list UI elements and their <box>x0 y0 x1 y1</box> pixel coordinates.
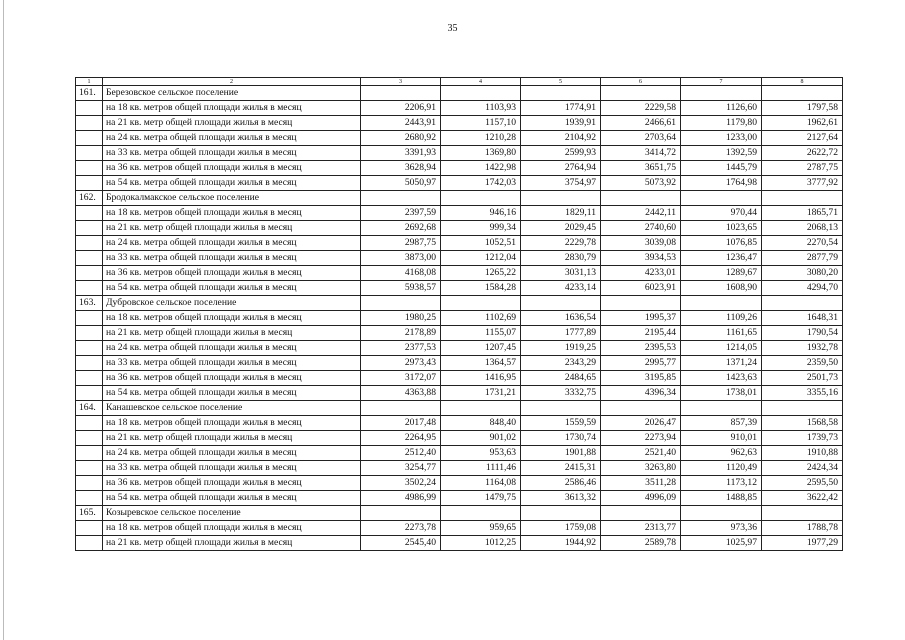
value-cell: 946,16 <box>441 206 521 221</box>
empty-cell <box>521 86 601 101</box>
row-label: на 24 кв. метра общей площади жилья в месяц <box>103 131 361 146</box>
value-cell: 959,65 <box>441 521 521 536</box>
value-cell: 1076,85 <box>681 236 762 251</box>
column-number-cell: 2 <box>103 78 361 86</box>
row-label: на 54 кв. метра общей площади жилья в месяц <box>103 281 361 296</box>
index-cell <box>76 476 103 491</box>
row-label: на 21 кв. метр общей площади жилья в месяц <box>103 431 361 446</box>
value-cell: 2229,58 <box>601 101 681 116</box>
section-name: Козыревское сельское поселение <box>103 506 361 521</box>
value-cell: 1910,88 <box>762 446 843 461</box>
value-cell: 1568,58 <box>762 416 843 431</box>
table-row <box>76 161 843 176</box>
value-cell: 2415,31 <box>521 461 601 476</box>
value-cell: 2442,11 <box>601 206 681 221</box>
value-cell: 857,39 <box>681 416 762 431</box>
value-cell: 3080,20 <box>762 266 843 281</box>
index-cell <box>76 131 103 146</box>
value-cell: 2313,77 <box>601 521 681 536</box>
value-cell: 3511,28 <box>601 476 681 491</box>
table-row <box>76 266 843 281</box>
column-number-row <box>76 78 843 86</box>
value-cell: 1739,73 <box>762 431 843 446</box>
row-label: на 24 кв. метра общей площади жилья в месяц <box>103 341 361 356</box>
value-cell: 1371,24 <box>681 356 762 371</box>
column-number-cell: 8 <box>762 78 843 86</box>
column-number-cell: 6 <box>601 78 681 86</box>
value-cell: 1265,22 <box>441 266 521 281</box>
table-row <box>76 416 843 431</box>
row-label: на 18 кв. метров общей площади жилья в месяц <box>103 416 361 431</box>
index-cell <box>76 461 103 476</box>
row-label: на 18 кв. метров общей площади жилья в месяц <box>103 521 361 536</box>
empty-cell <box>601 296 681 311</box>
value-cell: 3414,72 <box>601 146 681 161</box>
value-cell: 4233,14 <box>521 281 601 296</box>
value-cell: 5073,92 <box>601 176 681 191</box>
row-label: на 33 кв. метра общей площади жилья в месяц <box>103 461 361 476</box>
column-number-cell: 4 <box>441 78 521 86</box>
section-index: 161. <box>76 86 103 101</box>
empty-cell <box>762 401 843 416</box>
table-row <box>76 146 843 161</box>
value-cell: 2764,94 <box>521 161 601 176</box>
value-cell: 3622,42 <box>762 491 843 506</box>
value-cell: 2521,40 <box>601 446 681 461</box>
value-cell: 1790,54 <box>762 326 843 341</box>
value-cell: 970,44 <box>681 206 762 221</box>
value-cell: 910,01 <box>681 431 762 446</box>
table-row <box>76 116 843 131</box>
table-row <box>76 536 843 551</box>
value-cell: 1289,67 <box>681 266 762 281</box>
row-label: на 21 кв. метр общей площади жилья в месяц <box>103 326 361 341</box>
index-cell <box>76 521 103 536</box>
row-label: на 33 кв. метра общей площади жилья в месяц <box>103 146 361 161</box>
value-cell: 953,63 <box>441 446 521 461</box>
value-cell: 848,40 <box>441 416 521 431</box>
table-row <box>76 476 843 491</box>
value-cell: 1901,88 <box>521 446 601 461</box>
empty-cell <box>762 191 843 206</box>
index-cell <box>76 251 103 266</box>
value-cell: 2466,61 <box>601 116 681 131</box>
value-cell: 2264,95 <box>361 431 441 446</box>
index-cell <box>76 356 103 371</box>
index-cell <box>76 371 103 386</box>
index-cell <box>76 221 103 236</box>
value-cell: 1479,75 <box>441 491 521 506</box>
table-row <box>76 446 843 461</box>
value-cell: 2195,44 <box>601 326 681 341</box>
row-label: на 36 кв. метров общей площади жилья в месяц <box>103 476 361 491</box>
value-cell: 2026,47 <box>601 416 681 431</box>
value-cell: 3332,75 <box>521 386 601 401</box>
index-cell <box>76 431 103 446</box>
value-cell: 2270,54 <box>762 236 843 251</box>
row-label: на 36 кв. метров общей площади жилья в месяц <box>103 266 361 281</box>
value-cell: 1944,92 <box>521 536 601 551</box>
empty-cell <box>521 296 601 311</box>
value-cell: 4986,99 <box>361 491 441 506</box>
value-cell: 1730,74 <box>521 431 601 446</box>
value-cell: 1788,78 <box>762 521 843 536</box>
table-row <box>76 251 843 266</box>
value-cell: 1865,71 <box>762 206 843 221</box>
row-label: на 36 кв. метров общей площади жилья в месяц <box>103 371 361 386</box>
value-cell: 1157,10 <box>441 116 521 131</box>
value-cell: 962,63 <box>681 446 762 461</box>
value-cell: 3195,85 <box>601 371 681 386</box>
value-cell: 1236,47 <box>681 251 762 266</box>
value-cell: 2273,78 <box>361 521 441 536</box>
index-cell <box>76 311 103 326</box>
value-cell: 1212,04 <box>441 251 521 266</box>
value-cell: 1932,78 <box>762 341 843 356</box>
value-cell: 1210,28 <box>441 131 521 146</box>
value-cell: 2877,79 <box>762 251 843 266</box>
empty-cell <box>521 506 601 521</box>
value-cell: 1777,89 <box>521 326 601 341</box>
empty-cell <box>441 191 521 206</box>
index-cell <box>76 446 103 461</box>
value-cell: 4363,88 <box>361 386 441 401</box>
table-row <box>76 176 843 191</box>
value-cell: 2599,93 <box>521 146 601 161</box>
value-cell: 3613,32 <box>521 491 601 506</box>
value-cell: 1173,12 <box>681 476 762 491</box>
empty-cell <box>361 86 441 101</box>
value-cell: 3873,00 <box>361 251 441 266</box>
value-cell: 2787,75 <box>762 161 843 176</box>
value-cell: 3754,97 <box>521 176 601 191</box>
index-cell <box>76 536 103 551</box>
value-cell: 1126,60 <box>681 101 762 116</box>
section-name: Березовское сельское поселение <box>103 86 361 101</box>
empty-cell <box>361 401 441 416</box>
tariff-table <box>75 77 843 551</box>
index-cell <box>76 386 103 401</box>
value-cell: 1742,03 <box>441 176 521 191</box>
table-row <box>76 431 843 446</box>
value-cell: 1608,90 <box>681 281 762 296</box>
column-number-cell: 3 <box>361 78 441 86</box>
empty-cell <box>601 86 681 101</box>
value-cell: 1764,98 <box>681 176 762 191</box>
value-cell: 2273,94 <box>601 431 681 446</box>
empty-cell <box>762 296 843 311</box>
value-cell: 1103,93 <box>441 101 521 116</box>
value-cell: 1179,80 <box>681 116 762 131</box>
value-cell: 2206,91 <box>361 101 441 116</box>
value-cell: 1422,98 <box>441 161 521 176</box>
value-cell: 2424,34 <box>762 461 843 476</box>
value-cell: 1584,28 <box>441 281 521 296</box>
index-cell <box>76 161 103 176</box>
value-cell: 2589,78 <box>601 536 681 551</box>
value-cell: 1962,61 <box>762 116 843 131</box>
value-cell: 1919,25 <box>521 341 601 356</box>
row-label: на 18 кв. метров общей площади жилья в месяц <box>103 101 361 116</box>
value-cell: 2443,91 <box>361 116 441 131</box>
value-cell: 2586,46 <box>521 476 601 491</box>
value-cell: 1648,31 <box>762 311 843 326</box>
value-cell: 2973,43 <box>361 356 441 371</box>
table-row <box>76 326 843 341</box>
value-cell: 1731,21 <box>441 386 521 401</box>
value-cell: 3172,07 <box>361 371 441 386</box>
value-cell: 4996,09 <box>601 491 681 506</box>
table-row <box>76 236 843 251</box>
value-cell: 2501,73 <box>762 371 843 386</box>
value-cell: 1052,51 <box>441 236 521 251</box>
table-row <box>76 281 843 296</box>
value-cell: 1102,69 <box>441 311 521 326</box>
value-cell: 1995,37 <box>601 311 681 326</box>
section-index: 162. <box>76 191 103 206</box>
index-cell <box>76 341 103 356</box>
value-cell: 3628,94 <box>361 161 441 176</box>
value-cell: 3355,16 <box>762 386 843 401</box>
value-cell: 3254,77 <box>361 461 441 476</box>
value-cell: 4168,08 <box>361 266 441 281</box>
value-cell: 2127,64 <box>762 131 843 146</box>
value-cell: 1207,45 <box>441 341 521 356</box>
row-label: на 54 кв. метра общей площади жилья в месяц <box>103 386 361 401</box>
empty-cell <box>361 296 441 311</box>
table-row <box>76 371 843 386</box>
index-cell <box>76 326 103 341</box>
value-cell: 6023,91 <box>601 281 681 296</box>
value-cell: 4396,34 <box>601 386 681 401</box>
value-cell: 999,34 <box>441 221 521 236</box>
value-cell: 2359,50 <box>762 356 843 371</box>
section-name: Канашевское сельское поселение <box>103 401 361 416</box>
value-cell: 2995,77 <box>601 356 681 371</box>
row-label: на 54 кв. метра общей площади жилья в месяц <box>103 491 361 506</box>
value-cell: 2229,78 <box>521 236 601 251</box>
empty-cell <box>762 86 843 101</box>
value-cell: 2545,40 <box>361 536 441 551</box>
value-cell: 3039,08 <box>601 236 681 251</box>
empty-cell <box>681 86 762 101</box>
value-cell: 3651,75 <box>601 161 681 176</box>
value-cell: 2703,64 <box>601 131 681 146</box>
value-cell: 1636,54 <box>521 311 601 326</box>
value-cell: 5938,57 <box>361 281 441 296</box>
value-cell: 1120,49 <box>681 461 762 476</box>
table-row <box>76 311 843 326</box>
column-number-cell: 7 <box>681 78 762 86</box>
value-cell: 2987,75 <box>361 236 441 251</box>
value-cell: 1109,26 <box>681 311 762 326</box>
section-name: Бродокалмакское сельское поселение <box>103 191 361 206</box>
index-cell <box>76 491 103 506</box>
table-row <box>76 461 843 476</box>
index-cell <box>76 146 103 161</box>
value-cell: 5050,97 <box>361 176 441 191</box>
value-cell: 2397,59 <box>361 206 441 221</box>
empty-cell <box>681 401 762 416</box>
page-edge-line <box>3 0 4 640</box>
value-cell: 2104,92 <box>521 131 601 146</box>
index-cell <box>76 116 103 131</box>
value-cell: 1111,46 <box>441 461 521 476</box>
value-cell: 1214,05 <box>681 341 762 356</box>
section-index: 164. <box>76 401 103 416</box>
empty-cell <box>441 401 521 416</box>
value-cell: 2377,53 <box>361 341 441 356</box>
value-cell: 3031,13 <box>521 266 601 281</box>
empty-cell <box>601 191 681 206</box>
section-header-row <box>76 296 843 311</box>
value-cell: 901,02 <box>441 431 521 446</box>
table-row <box>76 356 843 371</box>
table-row <box>76 206 843 221</box>
value-cell: 1392,59 <box>681 146 762 161</box>
empty-cell <box>762 506 843 521</box>
row-label: на 33 кв. метра общей площади жилья в месяц <box>103 251 361 266</box>
empty-cell <box>441 296 521 311</box>
value-cell: 3391,93 <box>361 146 441 161</box>
value-cell: 2680,92 <box>361 131 441 146</box>
value-cell: 2512,40 <box>361 446 441 461</box>
value-cell: 2017,48 <box>361 416 441 431</box>
row-label: на 18 кв. метров общей площади жилья в месяц <box>103 311 361 326</box>
value-cell: 1416,95 <box>441 371 521 386</box>
value-cell: 1445,79 <box>681 161 762 176</box>
row-label: на 21 кв. метр общей площади жилья в месяц <box>103 116 361 131</box>
value-cell: 4233,01 <box>601 266 681 281</box>
value-cell: 3263,80 <box>601 461 681 476</box>
value-cell: 1023,65 <box>681 221 762 236</box>
value-cell: 1829,11 <box>521 206 601 221</box>
value-cell: 1012,25 <box>441 536 521 551</box>
index-cell <box>76 266 103 281</box>
tariff-table-container <box>75 77 843 551</box>
section-header-row <box>76 401 843 416</box>
index-cell <box>76 416 103 431</box>
value-cell: 1774,91 <box>521 101 601 116</box>
row-label: на 21 кв. метр общей площади жилья в месяц <box>103 536 361 551</box>
row-label: на 33 кв. метра общей площади жилья в месяц <box>103 356 361 371</box>
section-index: 163. <box>76 296 103 311</box>
table-row <box>76 101 843 116</box>
value-cell: 1423,63 <box>681 371 762 386</box>
empty-cell <box>681 296 762 311</box>
value-cell: 1164,08 <box>441 476 521 491</box>
table-body <box>76 78 843 551</box>
empty-cell <box>361 191 441 206</box>
value-cell: 2595,50 <box>762 476 843 491</box>
value-cell: 1488,85 <box>681 491 762 506</box>
value-cell: 1233,00 <box>681 131 762 146</box>
empty-cell <box>601 506 681 521</box>
section-name: Дубровское сельское поселение <box>103 296 361 311</box>
row-label: на 24 кв. метра общей площади жилья в месяц <box>103 236 361 251</box>
row-label: на 36 кв. метров общей площади жилья в месяц <box>103 161 361 176</box>
empty-cell <box>441 86 521 101</box>
value-cell: 1980,25 <box>361 311 441 326</box>
section-header-row <box>76 86 843 101</box>
empty-cell <box>361 506 441 521</box>
table-row <box>76 341 843 356</box>
value-cell: 1161,65 <box>681 326 762 341</box>
value-cell: 2484,65 <box>521 371 601 386</box>
table-row <box>76 491 843 506</box>
empty-cell <box>441 506 521 521</box>
value-cell: 1738,01 <box>681 386 762 401</box>
value-cell: 2740,60 <box>601 221 681 236</box>
value-cell: 2692,68 <box>361 221 441 236</box>
table-row <box>76 386 843 401</box>
index-cell <box>76 101 103 116</box>
row-label: на 24 кв. метра общей площади жилья в месяц <box>103 446 361 461</box>
page-number: 35 <box>447 23 458 34</box>
table-row <box>76 221 843 236</box>
value-cell: 2622,72 <box>762 146 843 161</box>
value-cell: 4294,70 <box>762 281 843 296</box>
index-cell <box>76 281 103 296</box>
section-header-row <box>76 506 843 521</box>
value-cell: 2830,79 <box>521 251 601 266</box>
value-cell: 1364,57 <box>441 356 521 371</box>
empty-cell <box>521 401 601 416</box>
value-cell: 3777,92 <box>762 176 843 191</box>
row-label: на 21 кв. метр общей площади жилья в месяц <box>103 221 361 236</box>
value-cell: 1559,59 <box>521 416 601 431</box>
index-cell <box>76 206 103 221</box>
row-label: на 18 кв. метров общей площади жилья в месяц <box>103 206 361 221</box>
value-cell: 1369,80 <box>441 146 521 161</box>
value-cell: 2343,29 <box>521 356 601 371</box>
empty-cell <box>521 191 601 206</box>
index-cell <box>76 176 103 191</box>
column-number-cell: 5 <box>521 78 601 86</box>
value-cell: 1759,08 <box>521 521 601 536</box>
table-row <box>76 521 843 536</box>
value-cell: 1977,29 <box>762 536 843 551</box>
value-cell: 973,36 <box>681 521 762 536</box>
value-cell: 2029,45 <box>521 221 601 236</box>
empty-cell <box>601 401 681 416</box>
row-label: на 54 кв. метра общей площади жилья в месяц <box>103 176 361 191</box>
value-cell: 1939,91 <box>521 116 601 131</box>
column-number-cell: 1 <box>76 78 103 86</box>
value-cell: 2068,13 <box>762 221 843 236</box>
value-cell: 3502,24 <box>361 476 441 491</box>
value-cell: 2395,53 <box>601 341 681 356</box>
value-cell: 1155,07 <box>441 326 521 341</box>
index-cell <box>76 236 103 251</box>
value-cell: 2178,89 <box>361 326 441 341</box>
section-index: 165. <box>76 506 103 521</box>
empty-cell <box>681 506 762 521</box>
value-cell: 3934,53 <box>601 251 681 266</box>
section-header-row <box>76 191 843 206</box>
table-row <box>76 131 843 146</box>
value-cell: 1797,58 <box>762 101 843 116</box>
value-cell: 1025,97 <box>681 536 762 551</box>
empty-cell <box>681 191 762 206</box>
